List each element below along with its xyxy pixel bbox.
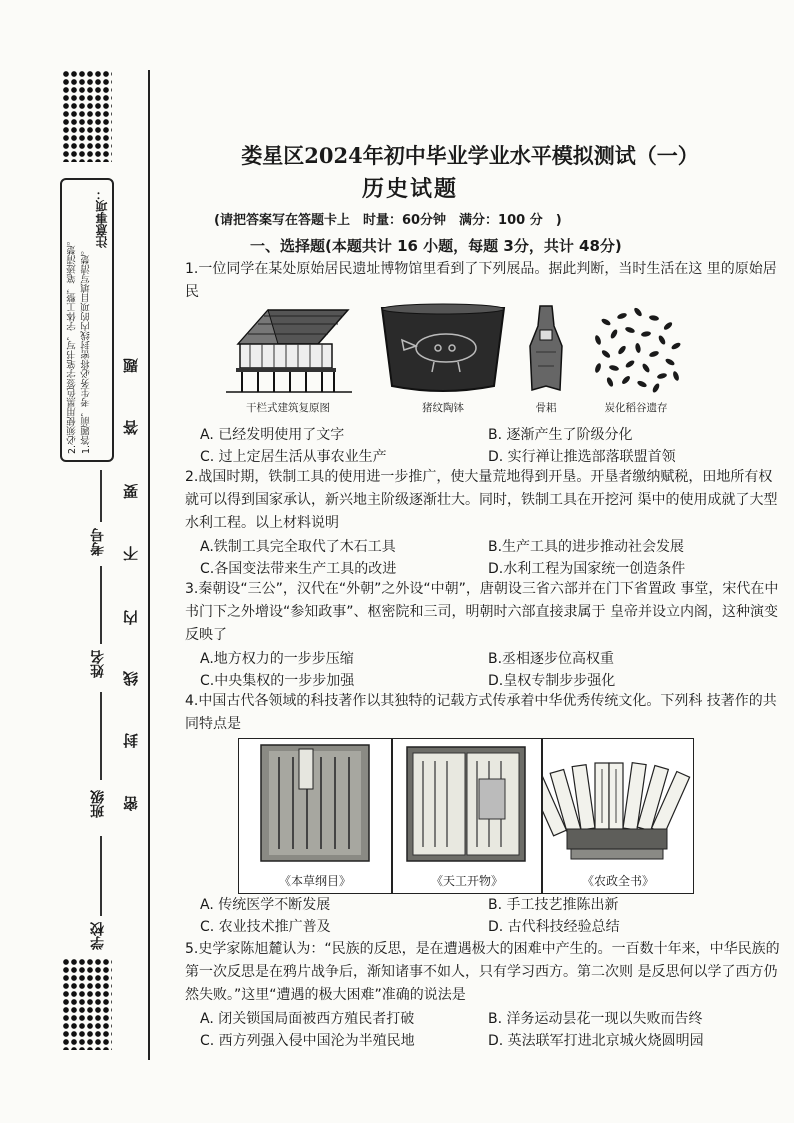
notice-line-1: 1.答题前，考生务必将密封线内的项目填写清楚。 [81,245,92,454]
q1-caption-4: 炭化稻谷遗存 [604,402,668,414]
question-2-option-a[interactable]: A.铁制工具完全取代了木石工具 [200,539,396,555]
q1-caption-1: 干栏式建筑复原图 [246,402,330,414]
name-label: 姓名 [90,650,106,678]
question-5-option-d[interactable]: D. 英法联军打进北京城火烧圆明园 [488,1033,704,1049]
question-5-option-b[interactable]: B. 洋务运动昙花一现以失败而告终 [488,1011,703,1027]
question-3-option-b[interactable]: B.丞相逐步位高权重 [488,651,615,667]
q1-caption-2: 猪纹陶钵 [422,402,464,414]
question-1-option-c[interactable]: C. 过上定居生活从事农业生产 [200,449,387,465]
question-2-stem: 2.战国时期，铁制工具的使用进一步推广，使大量荒地得到开垦。开垦者缴纳赋税，田地所有权就可以得到国家承认，新兴地主阶级逐渐壮大。同时，铁制工具在开挖河 渠中的使用成就了大型水利工程。以上材料说明 [185,469,778,531]
school-fill-line[interactable] [100,836,102,916]
seal-char-7: 答 [122,420,140,435]
question-5-option-c[interactable]: C. 西方列强入侵中国沦为半殖民地 [200,1033,415,1049]
binding-dot-pattern-top [62,70,112,162]
seal-char-8: 题 [122,358,140,373]
name-fill-line[interactable] [100,566,102,644]
q4-caption-1: 《本草纲目》 [278,874,351,888]
question-1-option-b[interactable]: B. 逐渐产生了阶级分化 [488,427,633,443]
class-label: 班级 [90,790,106,818]
q4-panel-tiangong [392,738,542,894]
q4-panel-bencao [238,738,392,894]
q4-bencao-book-image [239,739,389,867]
question-3-option-a[interactable]: A.地方权力的一步步压缩 [200,651,354,667]
class-fill-line[interactable] [100,692,102,780]
seal-char-6: 要 [122,484,140,499]
school-label: 学校 [90,922,106,950]
exam-note: (请把答案写在答题卡上 时量：60分钟 满分：100 分 ) [214,213,562,228]
seal-char-2: 封 [122,733,140,748]
question-4-stem: 4.中国古代各领域的科技著作以其独特的记载方式传承着中华优秀传统文化。下列科 技著作的共同特点是 [185,693,777,732]
question-2-option-c[interactable]: C.各国变法带来生产工具的改进 [200,561,397,577]
question-4-option-b[interactable]: B. 手工技艺推陈出新 [488,897,619,913]
exam-no-fill-line[interactable] [100,470,102,522]
q4-caption-2: 《天工开物》 [430,874,503,888]
question-3-stem: 3.秦朝设“三公”，汉代在“外朝”之外设“中朝”，唐朝设三省六部并在门下省置政 事堂，宋代在中书门下之外增设“参知政事”、枢密院和三司，明朝时六部直接隶属于 皇帝并设立内阁，这种演变反映了 [185,581,779,643]
notice-box [60,178,114,462]
notice-line-2: 2.必须使用黑色签字笔书写，字体工整，笔迹清楚。 [67,235,78,454]
q4-panel-nongzheng [542,738,694,894]
question-2-option-d[interactable]: D.水利工程为国家统一创造条件 [488,561,686,577]
question-1-option-d[interactable]: D. 实行禅让推选部落联盟首领 [488,449,676,465]
seal-char-5: 不 [122,546,140,561]
question-5-stem: 5.史学家陈旭麓认为：“民族的反思，是在遭遇极大的困难中产生的。一百数十年来，中华民族的第一次反思是在鸦片战争后，渐知诸事不如人，只有学习西方。第二次则 是反思何以学了西方仍然失败。”这里“遭遇的极大困难”准确的说法是 [185,941,780,1003]
question-4-option-c[interactable]: C. 农业技术推广普及 [200,919,331,935]
q1-caption-3: 骨耜 [535,402,557,414]
seal-char-1: 密 [122,796,140,811]
q4-tiangong-book-image [393,739,539,867]
binding-line [148,70,150,1060]
exam-subtitle: 历史试题 [361,176,458,202]
question-5-option-a[interactable]: A. 闭关锁国局面被西方殖民者打破 [200,1011,415,1027]
question-3-option-d[interactable]: D.皇权专制步步强化 [488,673,616,689]
q1-carbonized-rice-image [586,302,686,396]
question-4-option-d[interactable]: D. 古代科技经验总结 [488,919,620,935]
q4-nongzheng-books-image [543,739,691,867]
exam-title: 娄星区2024年初中毕业学业水平模拟测试（一） [241,143,699,168]
q1-stilt-house-image [218,304,358,396]
binding-dot-pattern-bottom [62,958,112,1050]
seal-char-3: 线 [122,671,140,686]
exam-no-label: 考号 [90,528,106,556]
question-1-option-a[interactable]: A. 已经发明使用了文字 [200,427,345,443]
question-1-stem: 1.一位同学在某处原始居民遗址博物馆里看到了下列展品。据此判断，当时生活在这 里的原始居民 [185,261,777,300]
question-4-option-a[interactable]: A. 传统医学不断发展 [200,897,331,913]
q1-pig-pottery-image [378,302,508,396]
question-2-option-b[interactable]: B.生产工具的进步推动社会发展 [488,539,685,555]
section-title: 一、选择题(本题共计 16 小题，每题 3分，共计 48分) [250,237,622,255]
q4-caption-3: 《农政全书》 [581,874,654,888]
question-3-option-c[interactable]: C.中央集权的一步步加强 [200,673,355,689]
seal-char-4: 内 [122,610,140,625]
q1-bone-spade-image [526,302,566,396]
notice-title: 注意事项： [95,188,109,248]
